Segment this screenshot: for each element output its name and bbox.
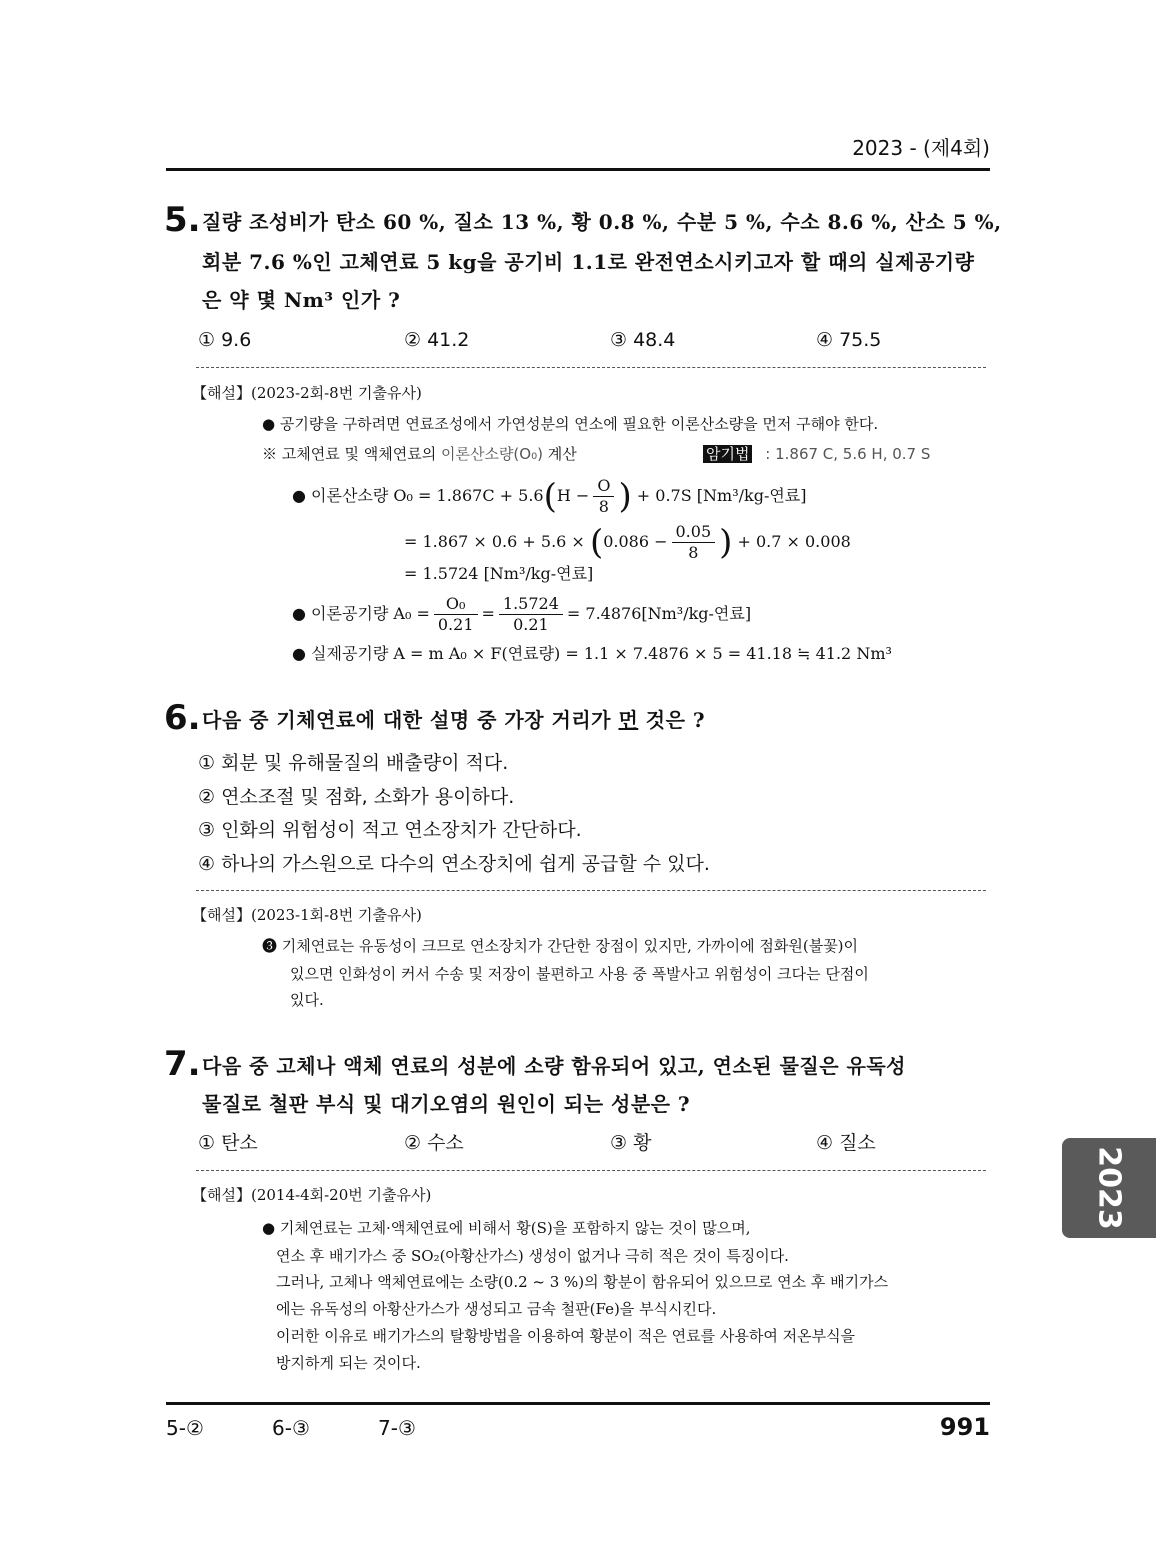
f4-tail: = 7.4876[Nm³/kg-연료] — [566, 604, 752, 623]
question-6-line-1 — [202, 706, 705, 734]
note-suffix: 계산 — [542, 445, 577, 463]
answer-key-5: 5-② — [166, 1416, 204, 1440]
question-7-number: 7. — [164, 1044, 201, 1084]
year-side-tab — [1062, 1138, 1156, 1238]
question-6-explanation-header — [192, 904, 422, 926]
question-5-line-3: 은 약 몇 Nm³ 인가 ? — [202, 288, 401, 312]
question-5-exp-bullet: ● 공기량을 구하려면 연료조성에서 가연성분의 연소에 필요한 이론산소량을 먼저 구해야 한다. — [262, 415, 879, 433]
note-prefix: ※ 고체연료 및 액체연료의 — [262, 445, 441, 463]
f4-den2: 0.21 — [513, 615, 549, 634]
question-6-text-a: 다음 중 기체연료에 대한 설명 중 가장 거리가 — [202, 708, 619, 732]
question-6-exp-line-3: 있다. — [290, 991, 324, 1009]
question-6-number: 6. — [164, 698, 201, 738]
formula-actual-air: ● 실제공기량 A = m A₀ × F(연료량) = 1.1 × 7.4876 × 5 = 41.18 ≒ 41.2 Nm³ — [292, 644, 892, 663]
answer-key-6: 6-③ — [272, 1416, 310, 1440]
explanation-label: 【해설】 — [192, 384, 251, 402]
header-rule — [166, 168, 990, 171]
f4-eq: = — [481, 604, 495, 623]
explanation-source: (2014-4회-20번 기출유사) — [250, 1186, 432, 1204]
question-7-exp-line-5: 이러한 이유로 배기가스의 탈황방법을 이용하여 황분이 적은 연료를 사용하여 저온부식을 — [276, 1327, 856, 1345]
note-highlight: 이론산소량(O₀) — [440, 445, 543, 463]
f2-tail: + 0.7 × 0.008 — [737, 532, 851, 551]
f1-num: O — [593, 476, 614, 497]
page-header-title: 2023 - (제4회) — [852, 136, 990, 160]
explanation-source: (2023-2회-8번 기출유사) — [250, 384, 422, 402]
explanation-label: 【해설】 — [192, 1186, 251, 1204]
question-7-exp-line-6: 방지하게 되는 것이다. — [276, 1354, 421, 1372]
question-6-exp-line-2: 있으면 인화성이 커서 수송 및 저장이 불편하고 사용 중 폭발사고 위험성이 크다는 단점이 — [290, 965, 869, 983]
question-5-number: 5. — [164, 200, 201, 240]
question-5-choice-1[interactable]: ① 9.6 — [198, 329, 252, 351]
f2-den: 8 — [688, 543, 699, 562]
memo-box — [703, 442, 930, 466]
question-5-exp-note — [262, 442, 577, 466]
page-number: 991 — [939, 1413, 990, 1441]
f1-den: 8 — [598, 497, 609, 516]
f1-tail: + 0.7S [Nm³/kg-연료] — [636, 486, 807, 505]
question-6-text-underlined: 먼 — [618, 708, 639, 732]
f1-h: H − — [556, 486, 590, 505]
question-6-text-b: 것은 ? — [638, 708, 706, 732]
question-7-explanation-header — [192, 1184, 431, 1206]
f2-in: 0.086 − — [603, 532, 668, 551]
explanation-label: 【해설】 — [192, 906, 251, 924]
question-7-exp-line-3: 그러나, 고체나 액체연료에는 소량(0.2 ~ 3 %)의 황분이 함유되어 있으므로 연소 후 배기가스 — [276, 1273, 889, 1291]
footer-rule — [166, 1402, 990, 1405]
f4-num2: 1.5724 — [499, 594, 563, 615]
year-side-tab-label: 2023 — [1091, 1146, 1127, 1230]
question-7-line-2: 물질로 철판 부식 및 대기오염의 원인이 되는 성분은 ? — [202, 1092, 691, 1116]
memo-label: 암기법 — [703, 445, 752, 463]
question-5-line-2: 회분 7.6 %인 고체연료 5 kg을 공기비 1.1로 완전연소시키고자 할 때의 실제공기량 — [202, 250, 975, 274]
f4-num1: O₀ — [434, 594, 478, 615]
f1-label: ● 이론산소량 O₀ = 1.867C + 5.6 — [292, 486, 544, 505]
question-7-exp-line-2: 연소 후 배기가스 중 SO₂(아황산가스) 생성이 없거나 극히 적은 것이 특징이다. — [276, 1247, 789, 1265]
answer-key-7: 7-③ — [378, 1416, 416, 1440]
question-7-divider — [196, 1170, 986, 1171]
question-6-divider — [196, 890, 986, 891]
formula-oxygen-calc: = 1.867 × 0.6 + 5.6 × (0.086 − $\frac{0.05}{8}$ ) + 0.7 × 0.008 — [404, 522, 851, 563]
question-5-line-1: 질량 조성비가 탄소 60 %, 질소 13 %, 황 0.8 %, 수분 5 %, 수소 8.6 %, 산소 5 %, — [202, 210, 1002, 234]
question-6-exp-line-1: ❸ 기체연료는 유동성이 크므로 연소장치가 간단한 장점이 있지만, 가까이에 점화원(불꽃)이 — [262, 937, 859, 955]
question-5-divider — [196, 367, 986, 368]
question-7-exp-line-4: 에는 유독성의 아황산가스가 생성되고 금속 철판(Fe)을 부식시킨다. — [276, 1300, 717, 1318]
formula-oxygen-result: = 1.5724 [Nm³/kg-연료] — [404, 564, 594, 583]
f2-head: = 1.867 × 0.6 + 5.6 × — [404, 532, 585, 551]
f2-num: 0.05 — [672, 522, 716, 543]
f4-label: ● 이론공기량 A₀ = — [292, 604, 430, 623]
question-5-explanation-header — [192, 382, 422, 404]
question-7-choice-2[interactable]: ② 수소 — [404, 1132, 464, 1154]
question-6-choice-3[interactable]: ③ 인화의 위험성이 적고 연소장치가 간단하다. — [198, 819, 582, 841]
question-5-choice-3[interactable]: ③ 48.4 — [610, 329, 676, 351]
f4-den1: 0.21 — [437, 615, 474, 634]
question-6-choice-4[interactable]: ④ 하나의 가스원으로 다수의 연소장치에 쉽게 공급할 수 있다. — [198, 853, 710, 875]
question-6-choice-1[interactable]: ① 회분 및 유해물질의 배출량이 적다. — [198, 752, 509, 774]
formula-theoretical-oxygen: ● 이론산소량 O₀ = 1.867C + 5.6(H − $\frac{O}{8}$ ) + 0.7S [Nm³/kg-연료] — [292, 476, 807, 517]
question-7-line-1: 다음 중 고체나 액체 연료의 성분에 소량 함유되어 있고, 연소된 물질은 유독성 — [202, 1054, 906, 1078]
question-6-choice-2[interactable]: ② 연소조절 및 점화, 소화가 용이하다. — [198, 786, 515, 808]
explanation-source: (2023-1회-8번 기출유사) — [250, 906, 422, 924]
question-7-exp-line-1: ● 기체연료는 고체·액체연료에 비해서 황(S)을 포함하지 않는 것이 많으며, — [262, 1219, 751, 1237]
formula-theoretical-air — [292, 594, 751, 635]
question-7-choice-4[interactable]: ④ 질소 — [816, 1132, 876, 1154]
question-5-choice-2[interactable]: ② 41.2 — [404, 329, 470, 351]
question-7-choice-3[interactable]: ③ 황 — [610, 1132, 652, 1154]
question-7-choice-1[interactable]: ① 탄소 — [198, 1132, 258, 1154]
question-5-choice-4[interactable]: ④ 75.5 — [816, 329, 882, 351]
memo-text: : 1.867 C, 5.6 H, 0.7 S — [765, 445, 931, 463]
